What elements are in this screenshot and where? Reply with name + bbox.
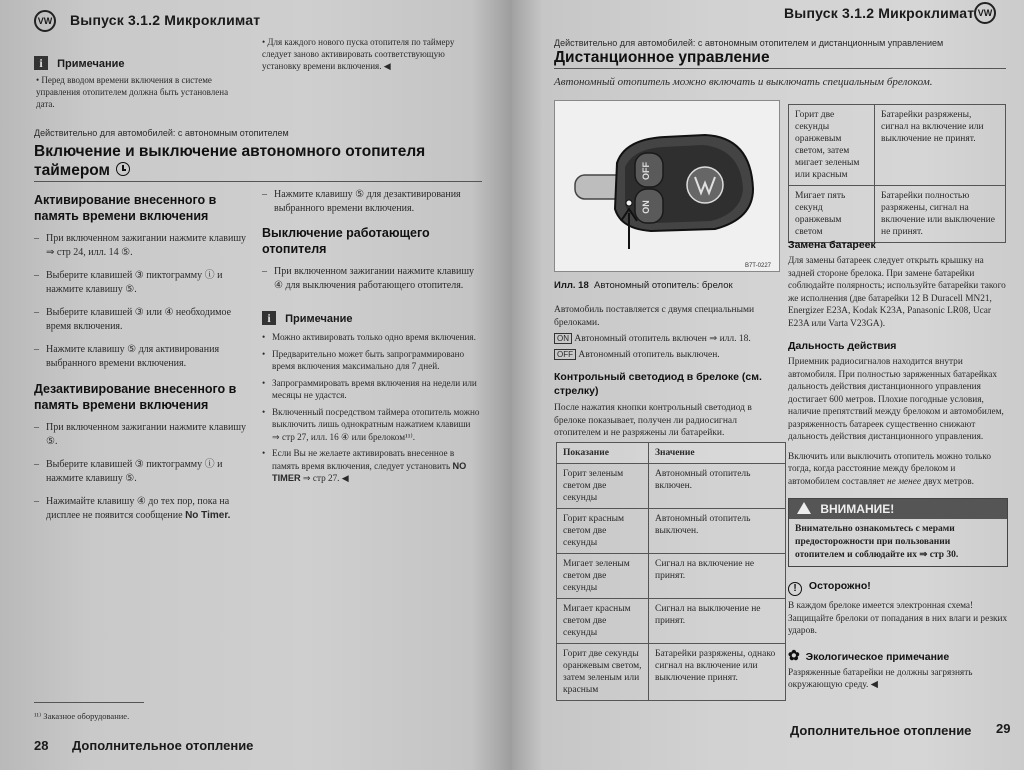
table-row bbox=[557, 554, 786, 599]
table-cell: Мигает зеленым светом две секунды bbox=[557, 554, 649, 599]
note-tail-ref: ⇒ стр 27. ◀ bbox=[300, 473, 349, 483]
deactivate-final-step bbox=[262, 188, 480, 216]
warning-title: ВНИМАНИЕ! bbox=[820, 502, 895, 516]
battery-text: Для замены батареек следует открыть крышку на задней стороне брелока. При замене батарейки соблюдайте полярность; используйте батарейки такого же исполнения (две батарейки 12 В Duracell MN21, Energizer E23A, Kodak K23A, Panasonic LR08, Ucar E23A или Varta V23GA). bbox=[788, 256, 1006, 329]
deactivate-step: – Нажмите клавишу ⑤ для дезактивирования выбранного времени включения. bbox=[262, 188, 480, 216]
table-header: Показание bbox=[557, 443, 649, 464]
right-page bbox=[512, 0, 1024, 770]
section-title-off: Выключение работающего отопителя bbox=[262, 226, 430, 256]
caution-title bbox=[788, 579, 1008, 596]
figure-key-fob bbox=[554, 100, 780, 272]
eco-title-text: Экологическое примечание bbox=[805, 650, 950, 663]
warning-triangle-icon bbox=[797, 502, 811, 514]
warning-text: Внимательно ознакомьтесь с мерами предосторожности при пользовании отопителем и соблюдайте их ⇒ стр 30. bbox=[795, 524, 959, 560]
table-cell: Сигнал на включение не принят. bbox=[649, 554, 786, 599]
figure-caption-text: Автономный отопитель: брелок bbox=[594, 280, 733, 291]
header-title: Выпуск 3.1.2 Микроклимат bbox=[784, 5, 975, 21]
main-title bbox=[34, 142, 484, 180]
table-cell: Горит две секунды оранжевым светом, затем зеленым или красным bbox=[557, 644, 649, 701]
led-status-table bbox=[556, 442, 786, 701]
right-column bbox=[788, 238, 1008, 692]
caution-circle-icon: ! bbox=[788, 582, 802, 596]
header-title: Выпуск 3.1.2 Микроклимат bbox=[70, 12, 261, 28]
note-text-content: Перед вводом времени включения в системе управления отопителем должна быть установлена дата. bbox=[36, 75, 229, 109]
note-text-continued: • Для каждого нового пуска отопителя по таймеру следует заново активировать соответствующую установку времени включения. ◀ bbox=[262, 37, 455, 71]
eco-block bbox=[788, 648, 1008, 692]
clock-icon bbox=[116, 162, 130, 176]
table-cell: Сигнал на выключение не принят. bbox=[649, 599, 786, 644]
table-cell: Батарейки разряжены, сигнал на включение или выключение не принят. bbox=[875, 105, 1006, 186]
range-text-2a: Включить или выключить отопитель можно только тогда, когда расстояние между брелоком и автомобилем составляет bbox=[788, 451, 991, 487]
note-title: Примечание bbox=[57, 58, 125, 70]
table-row bbox=[789, 105, 1006, 186]
range-text-2 bbox=[788, 451, 1008, 489]
range-title: Дальность действия bbox=[788, 340, 897, 352]
caution-text: В каждом брелоке имеется электронная схема! Защищайте брелоки от попадания в них влаги и резких ударов. bbox=[788, 601, 1008, 636]
battery-title: Замена батареек bbox=[788, 239, 876, 251]
note-box-1 bbox=[34, 52, 244, 110]
range-text-2b: двух метров. bbox=[921, 476, 974, 487]
note-box-2 bbox=[262, 307, 480, 485]
vw-logo bbox=[974, 2, 996, 24]
activate-step: – Выберите клавишей ③ или ④ необходимое время включения. bbox=[34, 306, 249, 334]
off-steps bbox=[262, 265, 480, 293]
led-title: Контрольный светодиод в брелоке (см. стрелку) bbox=[554, 371, 762, 397]
caution-title-text: Осторожно! bbox=[808, 580, 871, 592]
led-indicator bbox=[626, 200, 632, 206]
range-text: Приемник радиосигналов находится внутри автомобиля. При полностью заряженных батарейках дальность действия дистанционного управления достигает 600 метров. Плохие погодные условия, наличие препятствий между брелоком и автомобилем, разряженность батареек существенно снижают дальность действия дистанционного управления. bbox=[788, 357, 1004, 442]
table-cell: Горит красным светом две секунды bbox=[557, 509, 649, 554]
table-cell: Горит зеленым светом две секунды bbox=[557, 464, 649, 509]
vw-logo bbox=[34, 10, 56, 32]
activate-step: – Выберите клавишей ③ пиктограмму ⓘ и нажмите клавишу ⑤. bbox=[34, 269, 249, 297]
table-cell: Горит две секунды оранжевым светом, затем мигает зеленым или красным bbox=[789, 105, 875, 186]
off-tag: OFF bbox=[554, 349, 576, 360]
note-text-continued-content: Для каждого нового пуска отопителя по таймеру следует заново активировать соответствующую установку времени включения. ◀ bbox=[262, 37, 455, 71]
section-title-deactivate: Дезактивирование внесенного в память времени включения bbox=[34, 382, 237, 412]
eco-text: Разряженные батарейки не должны загрязнять окружающую среду. ◀ bbox=[788, 667, 973, 690]
table-row bbox=[789, 186, 1006, 243]
table-row bbox=[557, 644, 786, 701]
note-item: • Можно активировать только одно время включения. bbox=[262, 331, 480, 344]
table-cell: Батарейки полностью разряжены, сигнал на включение или выключение не принят. bbox=[875, 186, 1006, 243]
footer-section: Дополнительное отопление bbox=[72, 738, 254, 753]
deactivate-step: – При включенном зажигании нажмите клавишу ⑤. bbox=[34, 421, 249, 449]
table-cell: Мигает красным светом две секунды bbox=[557, 599, 649, 644]
caution-block bbox=[788, 579, 1008, 638]
note-item bbox=[262, 447, 480, 485]
vw-logo-text: VW bbox=[977, 8, 993, 18]
activate-steps bbox=[34, 232, 249, 371]
on-line bbox=[554, 332, 784, 346]
deactivate-step bbox=[34, 495, 249, 523]
note-item-text: Если Вы не желаете активировать внесенное в память время включения, следует установить bbox=[272, 448, 455, 471]
note-item: • Включенный посредством таймера отопитель можно выключить лишь однократным нажатием клавиши ⇒ стр 27, илл. 16 ④ или брелоком¹¹⁾. bbox=[262, 406, 480, 444]
fob-off-label: OFF bbox=[641, 162, 651, 180]
warning-box bbox=[788, 498, 1008, 567]
flower-icon: ✿ bbox=[788, 646, 800, 663]
footer-section: Дополнительное отопление bbox=[790, 723, 972, 738]
note-title: Примечание bbox=[285, 313, 353, 325]
on-text: Автономный отопитель включен ⇒ илл. 18. bbox=[574, 334, 751, 344]
no-timer-label: NO TIMER bbox=[272, 460, 467, 483]
warning-header bbox=[789, 499, 1007, 519]
table-cell: Мигает пять секунд оранжевым светом bbox=[789, 186, 875, 243]
deactivate-step-text: Нажимайте клавишу ④ до тех пор, пока на дисплее не появится сообщение bbox=[46, 496, 230, 521]
vw-logo-text: VW bbox=[37, 16, 53, 26]
figure-caption bbox=[554, 280, 733, 291]
note-item: • Запрограммировать время включения на недели или месяцы не удастся. bbox=[262, 377, 480, 402]
led-status-table-continued bbox=[788, 104, 1006, 243]
activate-step: – При включенном зажигании нажмите клавишу ⇒ стр 24, илл. 14 ⑤. bbox=[34, 232, 249, 260]
footnote: ¹¹⁾ Заказное оборудование. bbox=[34, 711, 130, 721]
context-line: Действительно для автомобилей: с автономным отопителем bbox=[34, 128, 289, 138]
table-row bbox=[557, 509, 786, 554]
remote-intro-block bbox=[554, 304, 784, 440]
led-text: После нажатия кнопки контрольный светодиод в брелоке показывает, получен ли радиосигнал отопителем и не разряжены ли батарейки. bbox=[554, 403, 752, 438]
fob-on-label: ON bbox=[641, 200, 651, 214]
info-icon: i bbox=[34, 56, 48, 70]
off-step: – При включенном зажигании нажмите клавишу ④ для выключения работающего отопителя. bbox=[262, 265, 480, 293]
deactivate-step: – Выберите клавишей ③ пиктограмму ⓘ и нажмите клавишу ⑤. bbox=[34, 458, 249, 486]
page-number: 29 bbox=[996, 721, 1011, 736]
main-title: Дистанционное управление bbox=[554, 49, 770, 66]
table-header-row bbox=[557, 443, 786, 464]
context-line: Действительно для автомобилей: с автономным отопителем и дистанционным управлением bbox=[554, 38, 944, 48]
note-item: • Предварительно может быть запрограммировано время включения максимально для 7 дней. bbox=[262, 348, 480, 373]
figure-code: B7T-0227 bbox=[744, 263, 771, 269]
table-header: Значение bbox=[649, 443, 786, 464]
off-text: Автономный отопитель выключен. bbox=[578, 350, 720, 360]
footnote-rule bbox=[34, 702, 144, 703]
no-timer-label: No Timer. bbox=[185, 510, 231, 521]
title-rule bbox=[34, 181, 482, 182]
title-rule bbox=[554, 68, 1006, 69]
note-2-list bbox=[262, 331, 480, 485]
page-number: 28 bbox=[34, 738, 49, 753]
lead-text: Автономный отопитель можно включать и выключать специальным брелоком. bbox=[554, 76, 933, 88]
deactivate-steps bbox=[34, 421, 249, 523]
on-tag: ON bbox=[554, 333, 572, 344]
main-title-text: Включение и выключение автономного отопителя таймером bbox=[34, 143, 426, 179]
remote-intro: Автомобиль поставляется с двумя специальными брелоками. bbox=[554, 305, 755, 328]
range-text-emphasis: не менее bbox=[887, 476, 922, 487]
activate-step: – Нажмите клавишу ⑤ для активирования выбранного времени включения. bbox=[34, 343, 249, 371]
eco-title bbox=[788, 648, 1008, 664]
note-text: • Перед вводом времени включения в системе управления отопителем должна быть установлена дата. bbox=[36, 75, 229, 109]
info-icon: i bbox=[262, 311, 276, 325]
column-1 bbox=[34, 192, 249, 532]
table-row bbox=[557, 464, 786, 509]
table-cell: Автономный отопитель включен. bbox=[649, 464, 786, 509]
table-cell: Автономный отопитель выключен. bbox=[649, 509, 786, 554]
figure-caption-number: Илл. 18 bbox=[554, 280, 589, 291]
column-2 bbox=[262, 188, 480, 489]
table-row bbox=[557, 599, 786, 644]
key-fob-illustration bbox=[555, 101, 781, 273]
off-line bbox=[554, 348, 784, 362]
section-title-activate: Активирование внесенного в память времени включения bbox=[34, 193, 217, 223]
table-cell: Батарейки разряжены, однако сигнал на включение или выключение принят. bbox=[649, 644, 786, 701]
